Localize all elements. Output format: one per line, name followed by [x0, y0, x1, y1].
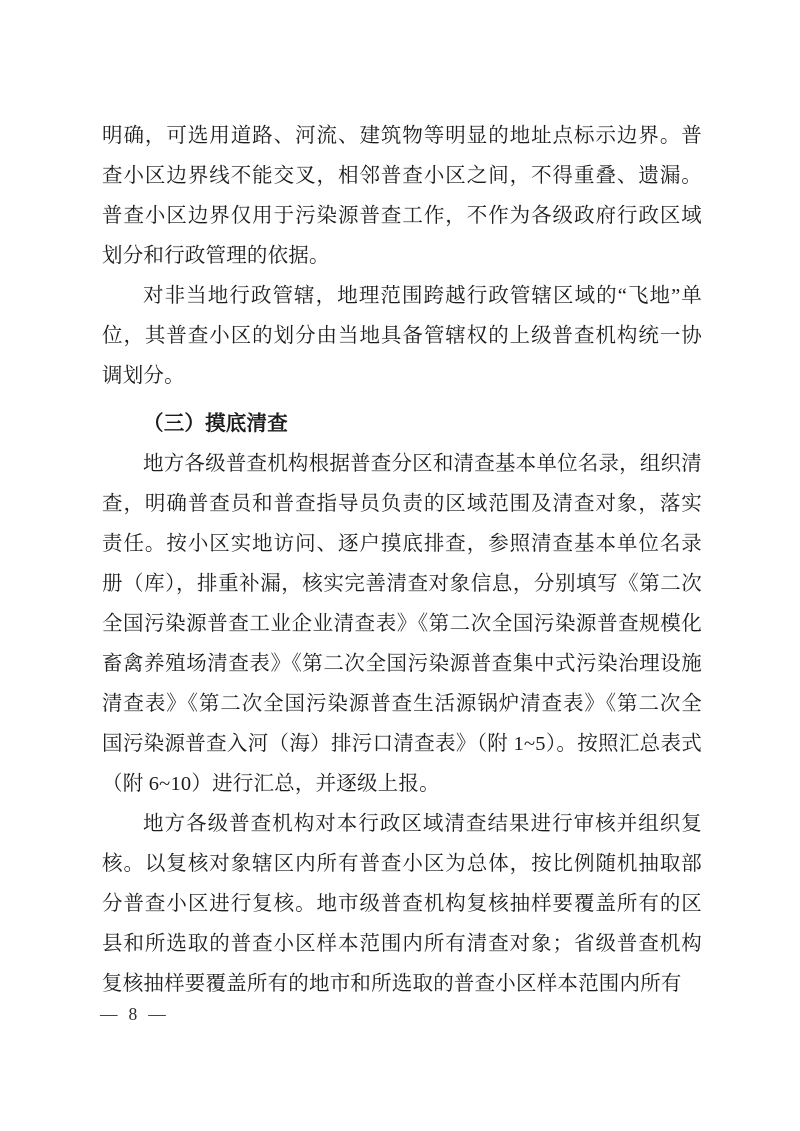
page-footer	[100, 1001, 166, 1027]
footer-dash-right: —	[148, 1004, 166, 1024]
paragraph-feidi-units: 对非当地行政管辖，地理范围跨越行政管辖区域的“飞地”单位，其普查小区的划分由当地具备管辖权的上级普查机构统一协调划分。	[102, 285, 702, 387]
paragraph-continuation: 明确，可选用道路、河流、建筑物等明显的地址点标示边界。普查小区边界线不能交叉，相邻普查小区之间，不得重叠、遗漏。普查小区边界仅用于污染源普查工作，不作为各级政府行政区域划分和行政管理的依据。	[102, 125, 702, 267]
page-number: 8	[128, 1004, 138, 1024]
paragraph-review-sampling: 地方各级普查机构对本行政区域清查结果进行审核并组织复核。以复核对象辖区内所有普查小区为总体，按比例随机抽取部分普查小区进行复核。地市级普查机构复核抽样要覆盖所有的区县和所选取的普查小区样本范围内所有清查对象；省级普查机构复核抽样要覆盖所有的地市和所选取的普查小区样本范围内所有	[102, 813, 702, 995]
document-body	[102, 116, 702, 1004]
paragraph-survey-forms: 地方各级普查机构根据普查分区和清查基本单位名录，组织清查，明确普查员和普查指导员负责的区域范围及清查对象，落实责任。按小区实地访问、逐户摸底排查，参照清查基本单位名录册（库），排重补漏，核实完善清查对象信息，分别填写《第二次全国污染源普查工业企业清查表》《第二次全国污染源普查规模化畜禽养殖场清查表》《第二次全国污染源普查集中式污染治理设施清查表》《第二次全国污染源普查生活源锅炉清查表》《第二次全国污染源普查入河（海）排污口清查表》（附 1~5）。按照汇总表式（附 6~10）进行汇总，并逐级上报。	[102, 453, 702, 795]
section-heading-modiqingcha: （三）摸底清查	[143, 413, 288, 435]
footer-dash-left: —	[100, 1004, 118, 1024]
